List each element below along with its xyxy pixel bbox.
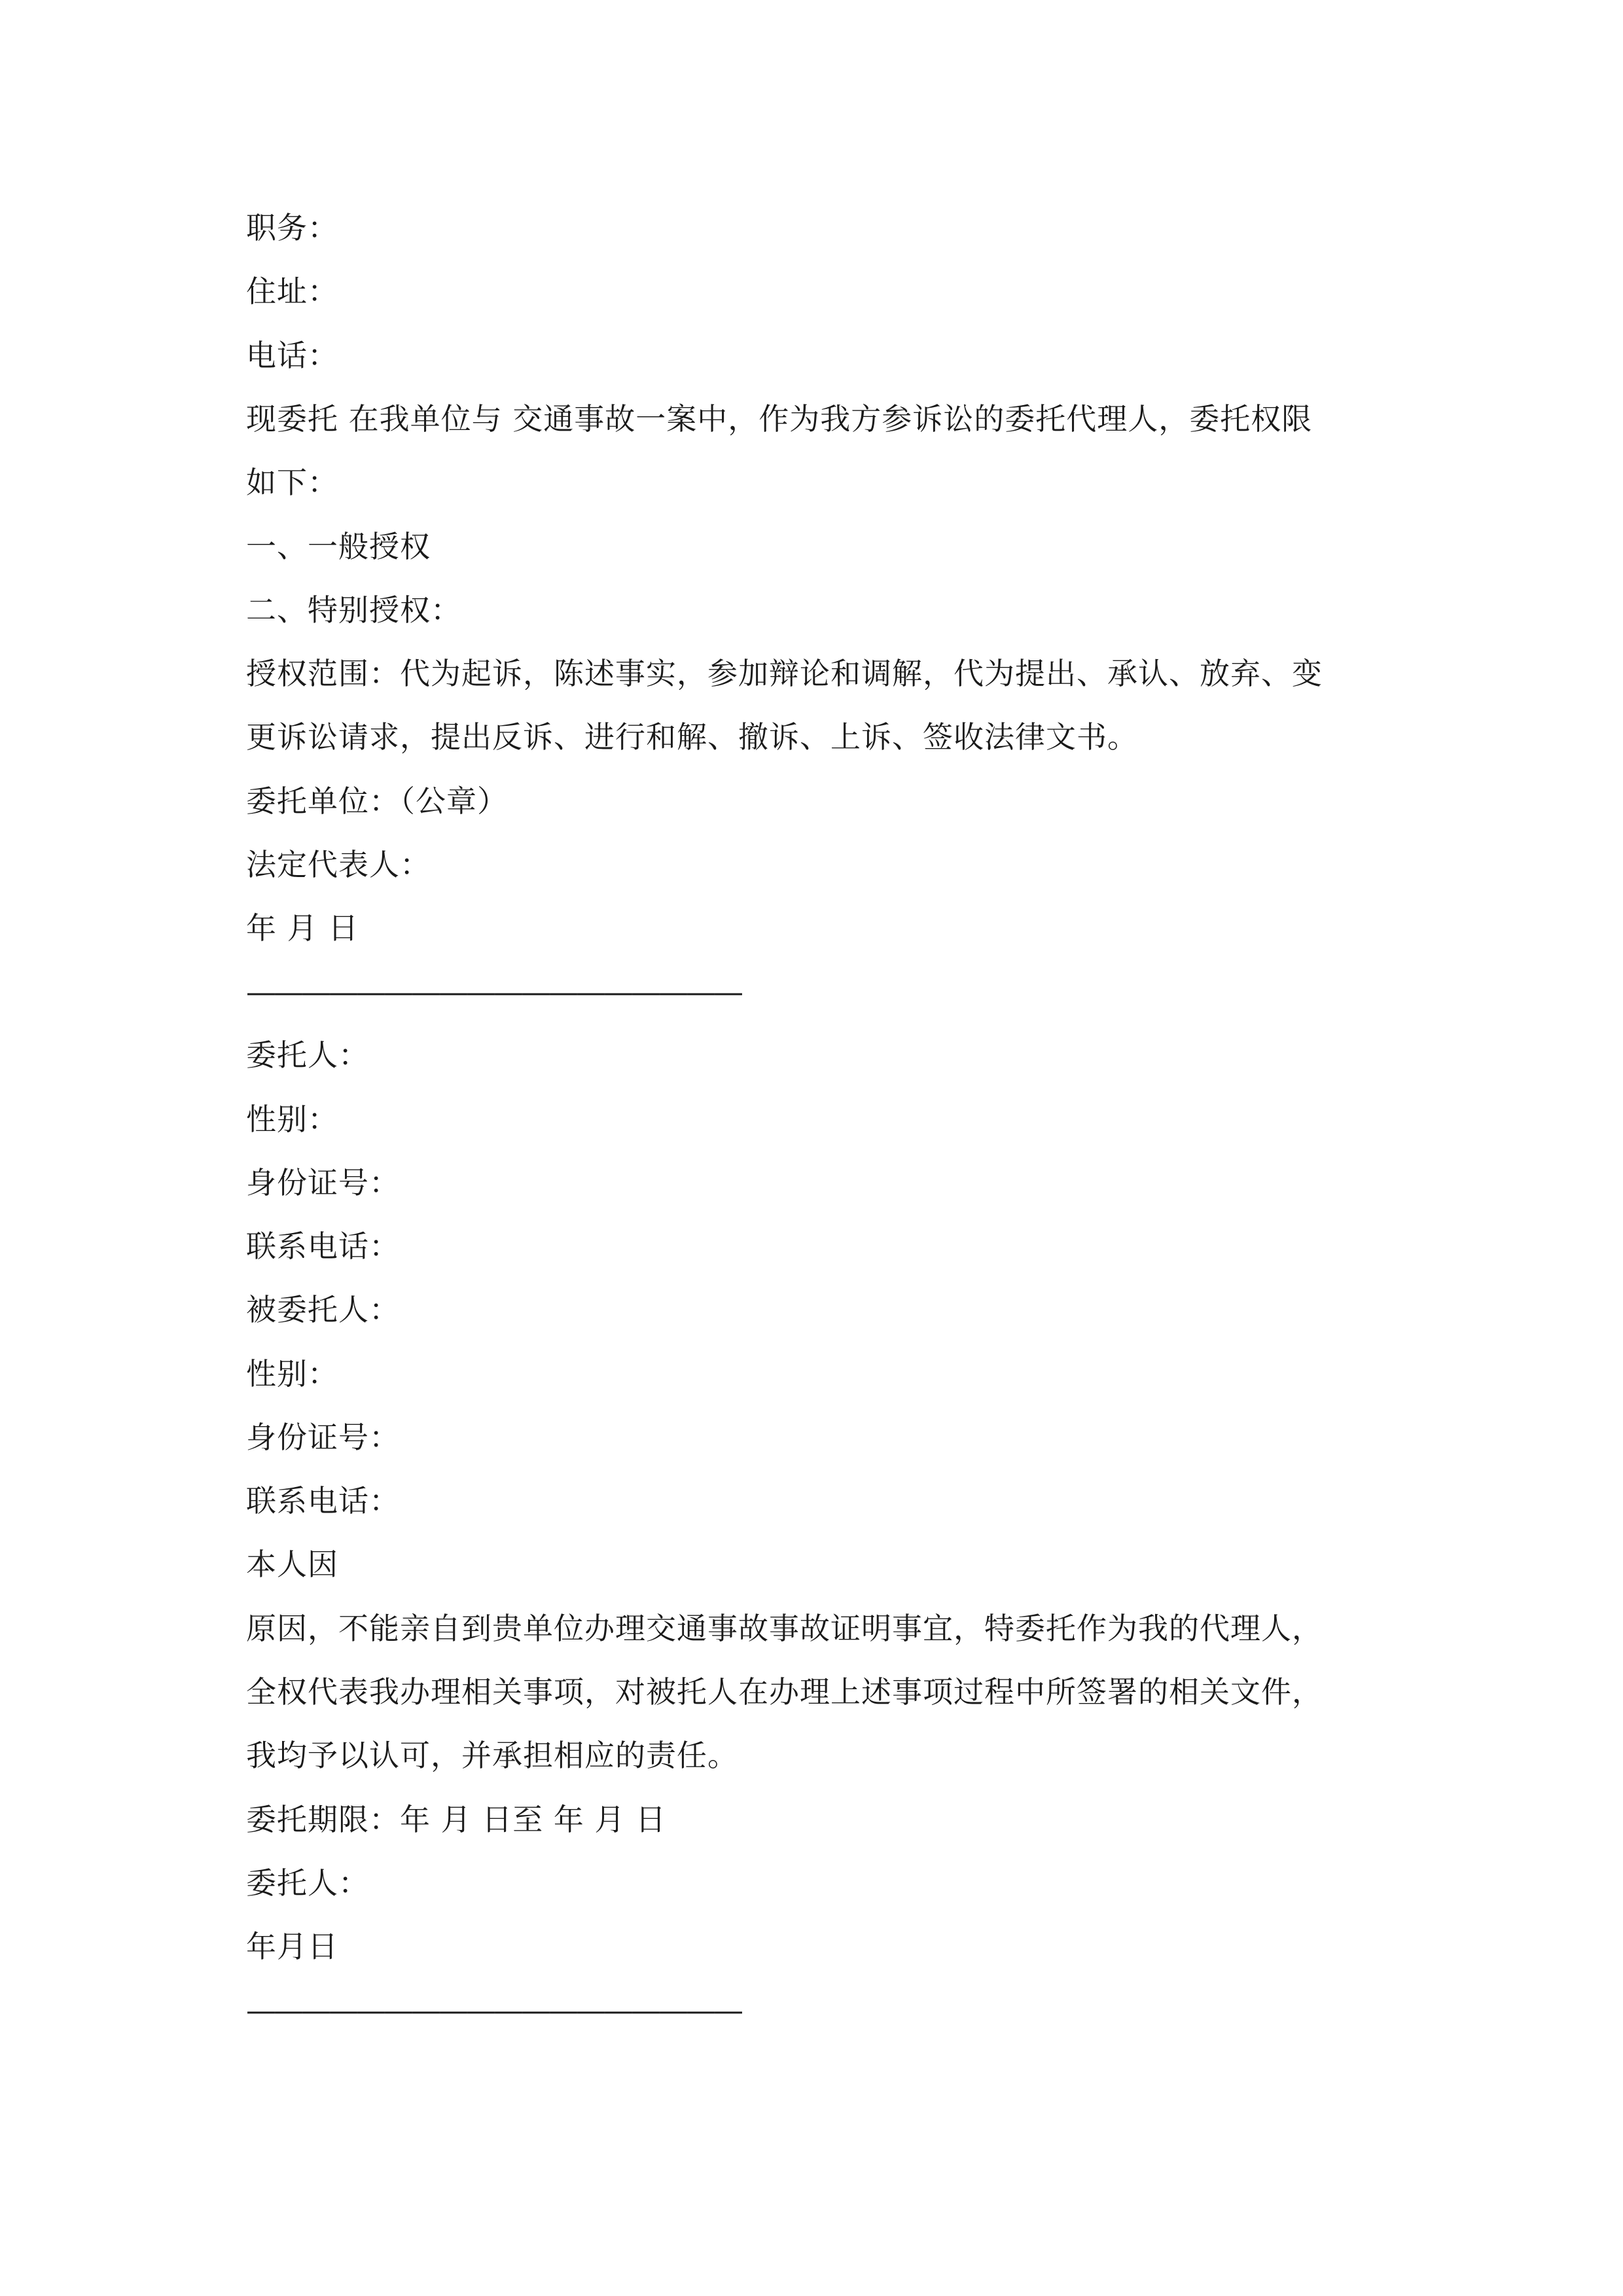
- general-authorization: 一、一般授权: [246, 529, 431, 564]
- scope-line-2: 更诉讼请求，提出反诉、进行和解、撤诉、上诉、签收法律文书。: [246, 719, 1138, 755]
- date-line-1: 年 月 日: [246, 910, 359, 946]
- field-address: 住址：: [246, 274, 338, 309]
- agent-gender: 性别：: [246, 1356, 338, 1391]
- principal-signature: 委托人：: [246, 1865, 369, 1901]
- reason-line-3: 全权代表我办理相关事项，对被托人在办理上述事项过程中所签署的相关文件，: [246, 1674, 1323, 1710]
- scope-line-1: 授权范围：代为起诉，陈述事实，参加辩论和调解，代为提出、承认、放弃、变: [246, 656, 1323, 691]
- principal-label: 委托人：: [246, 1037, 369, 1073]
- agent-phone: 联系电话：: [246, 1483, 400, 1518]
- reason-line-4: 我均予以认可，并承担相应的责任。: [246, 1738, 738, 1773]
- section-divider-1: ——————————————————: [246, 974, 741, 1009]
- section-divider-2: ——————————————————: [246, 1992, 741, 2028]
- entrust-period: 委托期限：年 月 日至 年 月 日: [246, 1802, 667, 1837]
- date-line-2: 年月日: [246, 1929, 338, 1964]
- principal-gender: 性别：: [246, 1102, 338, 1137]
- entrusting-unit-seal: 委托单位：（公章）: [246, 783, 508, 819]
- principal-phone: 联系电话：: [246, 1229, 400, 1264]
- reason-line-2: 原因，不能亲自到贵单位办理交通事故事故证明事宜，特委托作为我的代理人，: [246, 1611, 1323, 1646]
- entrust-paragraph-line-2: 如下：: [246, 465, 338, 500]
- reason-line-1: 本人因: [246, 1547, 338, 1582]
- entrust-paragraph-line-1: 现委托 在我单位与 交通事故一案中，作为我方参诉讼的委托代理人，委托权限: [246, 401, 1313, 437]
- field-phone: 电话：: [246, 338, 338, 373]
- field-position: 职务：: [246, 210, 338, 245]
- principal-id-number: 身份证号：: [246, 1165, 400, 1200]
- agent-id-number: 身份证号：: [246, 1420, 400, 1455]
- agent-label: 被委托人：: [246, 1292, 400, 1327]
- legal-representative: 法定代表人：: [246, 847, 431, 882]
- special-authorization: 二、特别授权：: [246, 592, 461, 628]
